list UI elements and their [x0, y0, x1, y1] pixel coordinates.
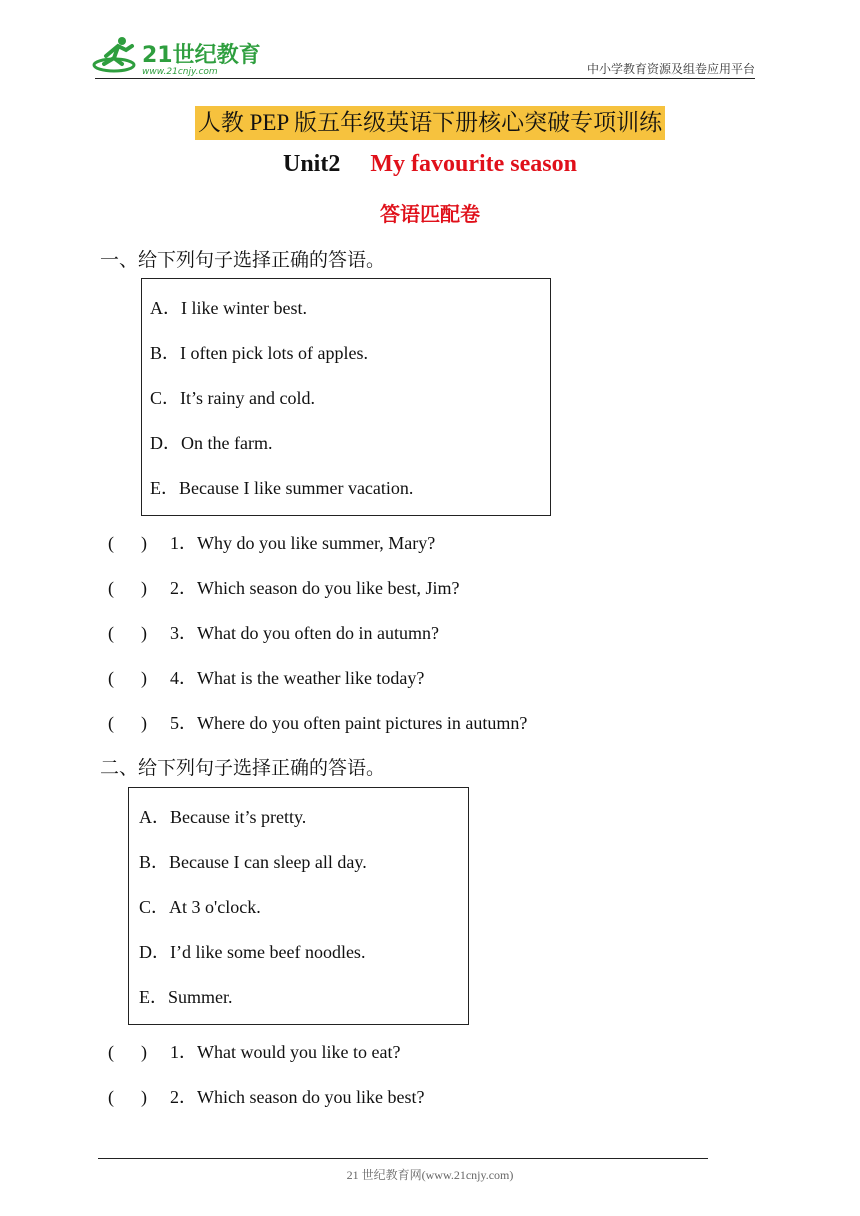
- title-wrap: [0, 106, 860, 140]
- option-item: E．Summer.: [139, 987, 233, 1007]
- question-text: 4．What is the weather like today?: [170, 668, 425, 688]
- question-text: 1．What would you like to eat?: [170, 1042, 401, 1062]
- question-row: [108, 1038, 400, 1064]
- answer-blank[interactable]: ( ): [108, 1042, 147, 1062]
- question-text: 1．Why do you like summer, Mary?: [170, 533, 436, 553]
- unit-heading: [0, 151, 860, 178]
- answer-blank[interactable]: ( ): [108, 1087, 147, 1107]
- section-1-heading: 一、给下列句子选择正确的答语。: [100, 249, 386, 271]
- answer-blank[interactable]: ( ): [108, 623, 147, 643]
- question-row: [108, 709, 527, 735]
- question-text: 2．Which season do you like best?: [170, 1087, 425, 1107]
- site-logo: [92, 34, 262, 78]
- option-item: A．I like winter best.: [150, 298, 307, 318]
- question-row: [108, 664, 424, 690]
- section-2-options-box: [128, 787, 469, 1025]
- logo-url: www.21cnjy.com: [142, 67, 218, 77]
- option-item: A．Because it’s pretty.: [139, 807, 307, 827]
- option-item: D．On the farm.: [150, 433, 273, 453]
- answer-blank[interactable]: ( ): [108, 533, 147, 553]
- question-row: [108, 1083, 424, 1109]
- header-platform-text: 中小学教育资源及组卷应用平台: [586, 62, 755, 76]
- section-2-heading: 二、给下列句子选择正确的答语。: [100, 757, 386, 779]
- footer-divider: [98, 1158, 708, 1159]
- logo-text: 21世纪教育: [142, 43, 261, 68]
- section-1-options-box: [141, 278, 551, 516]
- question-text: 2．Which season do you like best, Jim?: [170, 578, 460, 598]
- option-item: C．At 3 o'clock.: [139, 897, 261, 917]
- page-title: 人教 PEP 版五年级英语下册核心突破专项训练: [195, 106, 665, 140]
- question-text: 5．Where do you often paint pictures in autumn?: [170, 713, 528, 733]
- option-item: B．I often pick lots of apples.: [150, 343, 368, 363]
- answer-blank[interactable]: ( ): [108, 578, 147, 598]
- question-row: [108, 529, 435, 555]
- question-row: [108, 574, 459, 600]
- option-item: D．I’d like some beef noodles.: [139, 942, 366, 962]
- header-divider: [95, 78, 755, 79]
- option-item: B．Because I can sleep all day.: [139, 852, 367, 872]
- runner-logo-icon: [92, 34, 262, 78]
- option-item: C．It’s rainy and cold.: [150, 388, 315, 408]
- unit-label: Unit2: [283, 151, 341, 177]
- page-subtitle: 答语匹配卷: [380, 202, 480, 226]
- question-row: [108, 619, 439, 645]
- option-item: E．Because I like summer vacation.: [150, 478, 414, 498]
- answer-blank[interactable]: ( ): [108, 713, 147, 733]
- question-text: 3．What do you often do in autumn?: [170, 623, 439, 643]
- footer-text: 21 世纪教育网(www.21cnjy.com): [346, 1168, 514, 1182]
- unit-name: My favourite season: [370, 151, 577, 177]
- answer-blank[interactable]: ( ): [108, 668, 147, 688]
